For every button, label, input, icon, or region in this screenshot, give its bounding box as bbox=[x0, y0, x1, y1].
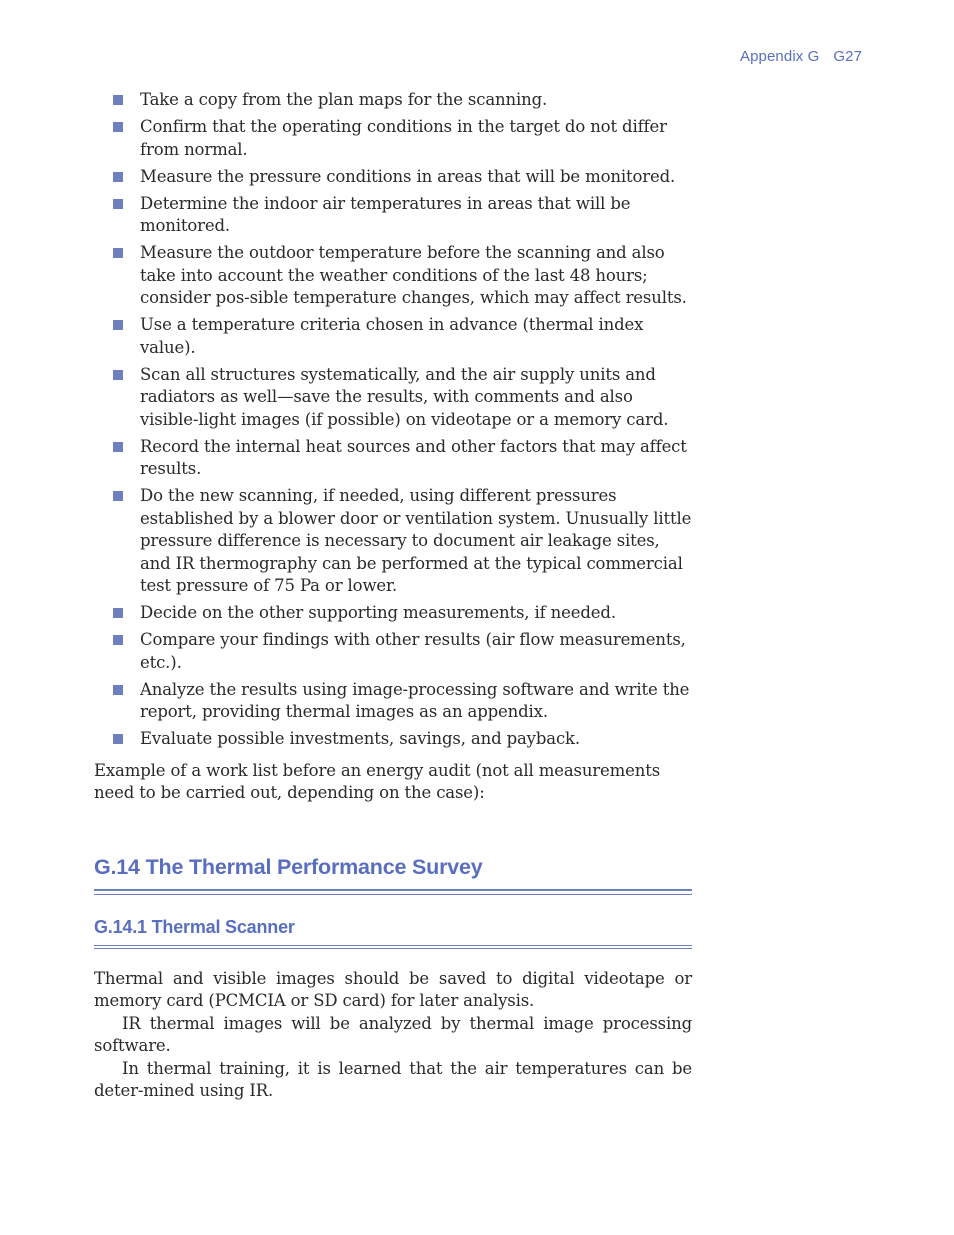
list-item bbox=[94, 728, 692, 751]
list-item bbox=[94, 314, 692, 359]
body-paragraph: In thermal training, it is learned that the air temperatures can be deter-mined using IR. bbox=[94, 1058, 692, 1100]
list-item-text: Compare your findings with other results (air flow measurements, etc.). bbox=[140, 630, 686, 672]
square-bullet-icon bbox=[113, 491, 123, 501]
body-paragraph: IR thermal images will be analyzed by thermal image processing software. bbox=[94, 1013, 692, 1055]
square-bullet-icon bbox=[113, 199, 123, 209]
square-bullet-icon bbox=[113, 635, 123, 645]
list-item-text: Take a copy from the plan maps for the scanning. bbox=[140, 90, 548, 109]
square-bullet-icon bbox=[113, 608, 123, 618]
list-item-text: Measure the outdoor temperature before the scanning and also take into account the weather conditions of the last 48 hours; consider pos-sible temperature changes, which may affect results. bbox=[140, 243, 687, 307]
body-paragraph: Thermal and visible images should be saved to digital videotape or memory card (PCMCIA or SD card) for later analysis. bbox=[94, 968, 692, 1010]
square-bullet-icon bbox=[113, 320, 123, 330]
square-bullet-icon bbox=[113, 685, 123, 695]
list-item bbox=[94, 166, 692, 189]
square-bullet-icon bbox=[113, 122, 123, 132]
list-item bbox=[94, 436, 692, 481]
list-item-text: Scan all structures systematically, and the air supply units and radiators as well—save the results, with comments and also visible-light images (if possible) on videotape or a memory card. bbox=[140, 364, 669, 429]
square-bullet-icon bbox=[113, 172, 123, 182]
list-item-text: Measure the pressure conditions in areas that will be monitored. bbox=[140, 166, 676, 186]
list-item-text: Evaluate possible investments, savings, and payback. bbox=[140, 729, 580, 748]
list-item bbox=[94, 364, 692, 432]
page-number: G27 bbox=[833, 48, 863, 65]
subsection-body bbox=[94, 968, 692, 1103]
section-heading: G.14 The Thermal Performance Survey bbox=[94, 854, 483, 879]
work-list-caption: Example of a work list before an energy audit (not all measurements need to be carried out, depending on the case): bbox=[94, 760, 661, 802]
list-item-text: Decide on the other supporting measurements, if needed. bbox=[140, 603, 616, 622]
square-bullet-icon bbox=[113, 248, 123, 258]
list-item bbox=[94, 679, 692, 724]
square-bullet-icon bbox=[113, 95, 123, 105]
section-heading-rule bbox=[94, 889, 692, 891]
list-item bbox=[94, 485, 692, 598]
running-head bbox=[740, 48, 862, 65]
list-item bbox=[94, 89, 692, 112]
list-item bbox=[94, 193, 692, 238]
running-head-section: Appendix G bbox=[740, 48, 820, 65]
square-bullet-icon bbox=[113, 442, 123, 452]
list-item-text: Do the new scanning, if needed, using different pressures established by a blower door or ventilation system. Unusually little pressure difference is necessary to document air leakage sites, and IR thermography can be performed at the typical commercial test pressure of 75 Pa or lower. bbox=[140, 486, 692, 595]
list-item-text: Determine the indoor air temperatures in areas that will be monitored. bbox=[140, 193, 631, 235]
list-item-text: Analyze the results using image-processing software and write the report, providing thermal images as an appendix. bbox=[140, 679, 690, 721]
square-bullet-icon bbox=[113, 370, 123, 380]
list-item bbox=[94, 602, 692, 625]
list-item bbox=[94, 116, 692, 161]
subsection-heading-rule bbox=[94, 945, 692, 946]
subsection-heading: G.14.1 Thermal Scanner bbox=[94, 916, 295, 937]
bullet-list bbox=[94, 89, 692, 751]
page-content bbox=[94, 89, 692, 1103]
list-item-text: Confirm that the operating conditions in the target do not differ from normal. bbox=[140, 117, 667, 159]
list-item bbox=[94, 242, 692, 310]
list-item bbox=[94, 629, 692, 674]
list-item-text: Use a temperature criteria chosen in advance (thermal index value). bbox=[140, 315, 644, 357]
square-bullet-icon bbox=[113, 734, 123, 744]
list-item-text: Record the internal heat sources and other factors that may affect results. bbox=[140, 436, 687, 478]
